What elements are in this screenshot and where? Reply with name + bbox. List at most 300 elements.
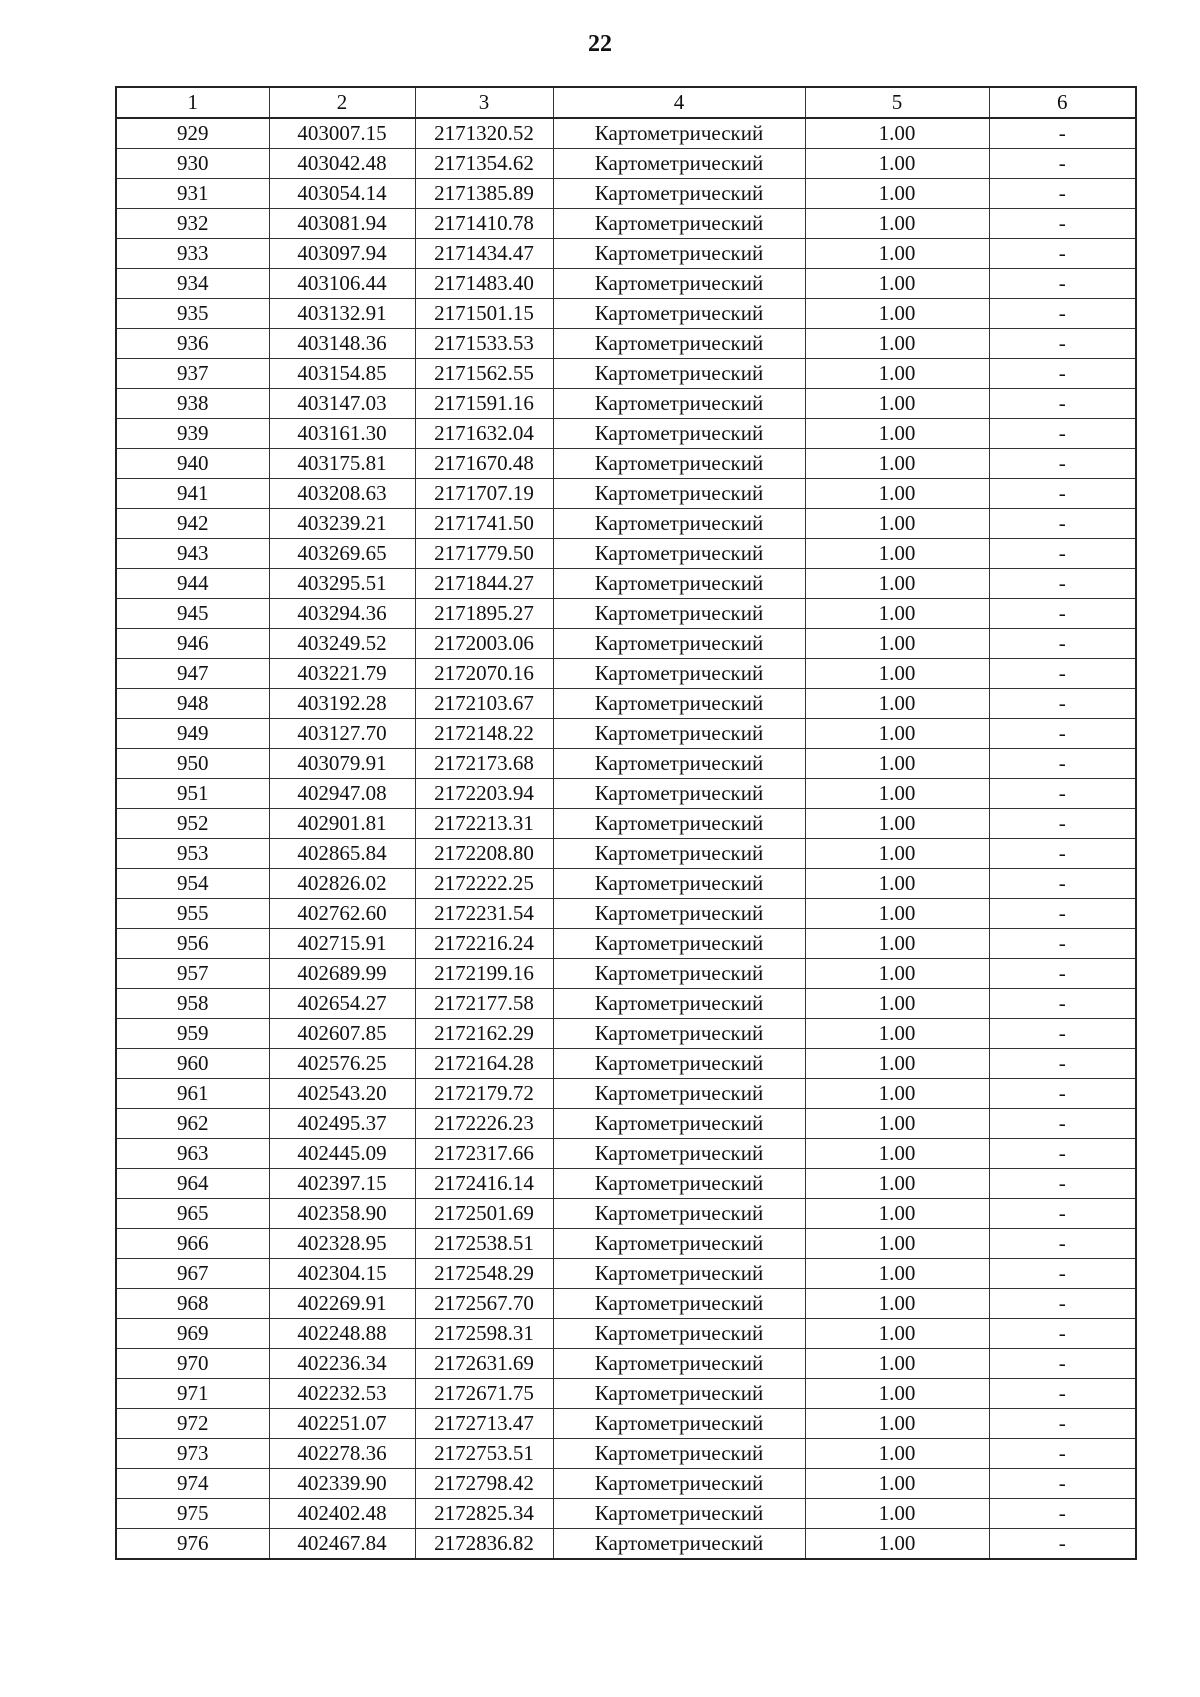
header-cell-2: 2 bbox=[269, 87, 415, 118]
y-coordinate-cell: 2172199.16 bbox=[415, 959, 553, 989]
x-coordinate-cell: 403054.14 bbox=[269, 179, 415, 209]
accuracy-cell: 1.00 bbox=[805, 209, 989, 239]
table-row bbox=[116, 1289, 1136, 1319]
method-cell: Картометрический bbox=[553, 659, 805, 689]
note-cell: - bbox=[989, 959, 1136, 989]
method-cell: Картометрический bbox=[553, 959, 805, 989]
note-cell: - bbox=[989, 689, 1136, 719]
method-cell: Картометрический bbox=[553, 479, 805, 509]
accuracy-cell: 1.00 bbox=[805, 389, 989, 419]
method-cell: Картометрический bbox=[553, 1109, 805, 1139]
method-cell: Картометрический bbox=[553, 1379, 805, 1409]
table-row bbox=[116, 1229, 1136, 1259]
point-number-cell: 934 bbox=[116, 269, 269, 299]
y-coordinate-cell: 2171895.27 bbox=[415, 599, 553, 629]
table-row bbox=[116, 869, 1136, 899]
y-coordinate-cell: 2171707.19 bbox=[415, 479, 553, 509]
x-coordinate-cell: 403081.94 bbox=[269, 209, 415, 239]
x-coordinate-cell: 403042.48 bbox=[269, 149, 415, 179]
table-row bbox=[116, 539, 1136, 569]
method-cell: Картометрический bbox=[553, 1529, 805, 1560]
table-row bbox=[116, 389, 1136, 419]
accuracy-cell: 1.00 bbox=[805, 239, 989, 269]
note-cell: - bbox=[989, 659, 1136, 689]
table-row bbox=[116, 1439, 1136, 1469]
method-cell: Картометрический bbox=[553, 1409, 805, 1439]
note-cell: - bbox=[989, 179, 1136, 209]
y-coordinate-cell: 2172317.66 bbox=[415, 1139, 553, 1169]
x-coordinate-cell: 402689.99 bbox=[269, 959, 415, 989]
point-number-cell: 958 bbox=[116, 989, 269, 1019]
note-cell: - bbox=[989, 1469, 1136, 1499]
point-number-cell: 944 bbox=[116, 569, 269, 599]
method-cell: Картометрический bbox=[553, 689, 805, 719]
accuracy-cell: 1.00 bbox=[805, 569, 989, 599]
x-coordinate-cell: 403154.85 bbox=[269, 359, 415, 389]
accuracy-cell: 1.00 bbox=[805, 1469, 989, 1499]
note-cell: - bbox=[989, 1229, 1136, 1259]
point-number-cell: 930 bbox=[116, 149, 269, 179]
note-cell: - bbox=[989, 1409, 1136, 1439]
table-row bbox=[116, 1079, 1136, 1109]
note-cell: - bbox=[989, 1019, 1136, 1049]
point-number-cell: 933 bbox=[116, 239, 269, 269]
method-cell: Картометрический bbox=[553, 929, 805, 959]
point-number-cell: 936 bbox=[116, 329, 269, 359]
note-cell: - bbox=[989, 118, 1136, 149]
accuracy-cell: 1.00 bbox=[805, 1169, 989, 1199]
method-cell: Картометрический bbox=[553, 809, 805, 839]
point-number-cell: 974 bbox=[116, 1469, 269, 1499]
y-coordinate-cell: 2172203.94 bbox=[415, 779, 553, 809]
header-cell-4: 4 bbox=[553, 87, 805, 118]
note-cell: - bbox=[989, 1529, 1136, 1560]
table-row bbox=[116, 209, 1136, 239]
accuracy-cell: 1.00 bbox=[805, 1379, 989, 1409]
y-coordinate-cell: 2171434.47 bbox=[415, 239, 553, 269]
method-cell: Картометрический bbox=[553, 1019, 805, 1049]
x-coordinate-cell: 403147.03 bbox=[269, 389, 415, 419]
note-cell: - bbox=[989, 809, 1136, 839]
x-coordinate-cell: 403132.91 bbox=[269, 299, 415, 329]
method-cell: Картометрический bbox=[553, 1049, 805, 1079]
y-coordinate-cell: 2172162.29 bbox=[415, 1019, 553, 1049]
table-row bbox=[116, 1349, 1136, 1379]
y-coordinate-cell: 2172671.75 bbox=[415, 1379, 553, 1409]
table-row bbox=[116, 1139, 1136, 1169]
y-coordinate-cell: 2172631.69 bbox=[415, 1349, 553, 1379]
note-cell: - bbox=[989, 1259, 1136, 1289]
table-row bbox=[116, 1409, 1136, 1439]
table-row bbox=[116, 509, 1136, 539]
method-cell: Картометрический bbox=[553, 719, 805, 749]
note-cell: - bbox=[989, 1139, 1136, 1169]
table-row bbox=[116, 359, 1136, 389]
y-coordinate-cell: 2171779.50 bbox=[415, 539, 553, 569]
x-coordinate-cell: 402947.08 bbox=[269, 779, 415, 809]
point-number-cell: 950 bbox=[116, 749, 269, 779]
x-coordinate-cell: 402495.37 bbox=[269, 1109, 415, 1139]
x-coordinate-cell: 402251.07 bbox=[269, 1409, 415, 1439]
y-coordinate-cell: 2172177.58 bbox=[415, 989, 553, 1019]
point-number-cell: 971 bbox=[116, 1379, 269, 1409]
table-row bbox=[116, 1469, 1136, 1499]
table-row bbox=[116, 419, 1136, 449]
note-cell: - bbox=[989, 719, 1136, 749]
point-number-cell: 967 bbox=[116, 1259, 269, 1289]
accuracy-cell: 1.00 bbox=[805, 689, 989, 719]
x-coordinate-cell: 403148.36 bbox=[269, 329, 415, 359]
page-number: 22 bbox=[588, 31, 612, 57]
note-cell: - bbox=[989, 1079, 1136, 1109]
accuracy-cell: 1.00 bbox=[805, 118, 989, 149]
accuracy-cell: 1.00 bbox=[805, 1499, 989, 1529]
accuracy-cell: 1.00 bbox=[805, 479, 989, 509]
x-coordinate-cell: 402654.27 bbox=[269, 989, 415, 1019]
y-coordinate-cell: 2172216.24 bbox=[415, 929, 553, 959]
note-cell: - bbox=[989, 329, 1136, 359]
x-coordinate-cell: 402236.34 bbox=[269, 1349, 415, 1379]
x-coordinate-cell: 402232.53 bbox=[269, 1379, 415, 1409]
x-coordinate-cell: 403007.15 bbox=[269, 118, 415, 149]
point-number-cell: 970 bbox=[116, 1349, 269, 1379]
table-row bbox=[116, 1379, 1136, 1409]
accuracy-cell: 1.00 bbox=[805, 599, 989, 629]
accuracy-cell: 1.00 bbox=[805, 509, 989, 539]
table-row bbox=[116, 1319, 1136, 1349]
method-cell: Картометрический bbox=[553, 839, 805, 869]
accuracy-cell: 1.00 bbox=[805, 359, 989, 389]
method-cell: Картометрический bbox=[553, 629, 805, 659]
table-row bbox=[116, 899, 1136, 929]
method-cell: Картометрический bbox=[553, 329, 805, 359]
accuracy-cell: 1.00 bbox=[805, 1049, 989, 1079]
point-number-cell: 960 bbox=[116, 1049, 269, 1079]
table-header bbox=[116, 87, 1136, 118]
note-cell: - bbox=[989, 509, 1136, 539]
x-coordinate-cell: 402543.20 bbox=[269, 1079, 415, 1109]
method-cell: Картометрический bbox=[553, 1469, 805, 1499]
accuracy-cell: 1.00 bbox=[805, 1319, 989, 1349]
y-coordinate-cell: 2172548.29 bbox=[415, 1259, 553, 1289]
note-cell: - bbox=[989, 599, 1136, 629]
note-cell: - bbox=[989, 569, 1136, 599]
y-coordinate-cell: 2171385.89 bbox=[415, 179, 553, 209]
note-cell: - bbox=[989, 1109, 1136, 1139]
accuracy-cell: 1.00 bbox=[805, 1349, 989, 1379]
y-coordinate-cell: 2172713.47 bbox=[415, 1409, 553, 1439]
x-coordinate-cell: 403097.94 bbox=[269, 239, 415, 269]
note-cell: - bbox=[989, 359, 1136, 389]
x-coordinate-cell: 402304.15 bbox=[269, 1259, 415, 1289]
table-row bbox=[116, 809, 1136, 839]
y-coordinate-cell: 2171632.04 bbox=[415, 419, 553, 449]
point-number-cell: 935 bbox=[116, 299, 269, 329]
accuracy-cell: 1.00 bbox=[805, 869, 989, 899]
accuracy-cell: 1.00 bbox=[805, 419, 989, 449]
table-row bbox=[116, 449, 1136, 479]
method-cell: Картометрический bbox=[553, 599, 805, 629]
table-row bbox=[116, 1019, 1136, 1049]
point-number-cell: 961 bbox=[116, 1079, 269, 1109]
note-cell: - bbox=[989, 929, 1136, 959]
table-row bbox=[116, 299, 1136, 329]
table-row bbox=[116, 629, 1136, 659]
x-coordinate-cell: 403192.28 bbox=[269, 689, 415, 719]
point-number-cell: 939 bbox=[116, 419, 269, 449]
table-row bbox=[116, 1049, 1136, 1079]
y-coordinate-cell: 2171844.27 bbox=[415, 569, 553, 599]
table-row bbox=[116, 1259, 1136, 1289]
table-row bbox=[116, 659, 1136, 689]
table-row bbox=[116, 329, 1136, 359]
point-number-cell: 929 bbox=[116, 118, 269, 149]
accuracy-cell: 1.00 bbox=[805, 1229, 989, 1259]
x-coordinate-cell: 402358.90 bbox=[269, 1199, 415, 1229]
table-row bbox=[116, 1199, 1136, 1229]
note-cell: - bbox=[989, 989, 1136, 1019]
point-number-cell: 948 bbox=[116, 689, 269, 719]
table-row bbox=[116, 569, 1136, 599]
method-cell: Картометрический bbox=[553, 539, 805, 569]
note-cell: - bbox=[989, 1319, 1136, 1349]
y-coordinate-cell: 2172598.31 bbox=[415, 1319, 553, 1349]
accuracy-cell: 1.00 bbox=[805, 749, 989, 779]
table-row bbox=[116, 239, 1136, 269]
y-coordinate-cell: 2172222.25 bbox=[415, 869, 553, 899]
y-coordinate-cell: 2172567.70 bbox=[415, 1289, 553, 1319]
x-coordinate-cell: 402607.85 bbox=[269, 1019, 415, 1049]
method-cell: Картометрический bbox=[553, 299, 805, 329]
point-number-cell: 968 bbox=[116, 1289, 269, 1319]
accuracy-cell: 1.00 bbox=[805, 1139, 989, 1169]
point-number-cell: 931 bbox=[116, 179, 269, 209]
method-cell: Картометрический bbox=[553, 239, 805, 269]
y-coordinate-cell: 2172825.34 bbox=[415, 1499, 553, 1529]
method-cell: Картометрический bbox=[553, 1139, 805, 1169]
table-row bbox=[116, 269, 1136, 299]
x-coordinate-cell: 402901.81 bbox=[269, 809, 415, 839]
x-coordinate-cell: 403249.52 bbox=[269, 629, 415, 659]
x-coordinate-cell: 402576.25 bbox=[269, 1049, 415, 1079]
x-coordinate-cell: 402328.95 bbox=[269, 1229, 415, 1259]
y-coordinate-cell: 2171410.78 bbox=[415, 209, 553, 239]
x-coordinate-cell: 402445.09 bbox=[269, 1139, 415, 1169]
x-coordinate-cell: 403106.44 bbox=[269, 269, 415, 299]
point-number-cell: 973 bbox=[116, 1439, 269, 1469]
method-cell: Картометрический bbox=[553, 1499, 805, 1529]
method-cell: Картометрический bbox=[553, 389, 805, 419]
accuracy-cell: 1.00 bbox=[805, 1109, 989, 1139]
method-cell: Картометрический bbox=[553, 359, 805, 389]
accuracy-cell: 1.00 bbox=[805, 149, 989, 179]
point-number-cell: 946 bbox=[116, 629, 269, 659]
x-coordinate-cell: 402339.90 bbox=[269, 1469, 415, 1499]
y-coordinate-cell: 2172213.31 bbox=[415, 809, 553, 839]
accuracy-cell: 1.00 bbox=[805, 299, 989, 329]
y-coordinate-cell: 2172164.28 bbox=[415, 1049, 553, 1079]
accuracy-cell: 1.00 bbox=[805, 1529, 989, 1560]
x-coordinate-cell: 403161.30 bbox=[269, 419, 415, 449]
method-cell: Картометрический bbox=[553, 569, 805, 599]
accuracy-cell: 1.00 bbox=[805, 719, 989, 749]
accuracy-cell: 1.00 bbox=[805, 899, 989, 929]
y-coordinate-cell: 2171501.15 bbox=[415, 299, 553, 329]
table-row bbox=[116, 779, 1136, 809]
x-coordinate-cell: 403221.79 bbox=[269, 659, 415, 689]
y-coordinate-cell: 2172179.72 bbox=[415, 1079, 553, 1109]
table-row bbox=[116, 839, 1136, 869]
note-cell: - bbox=[989, 299, 1136, 329]
x-coordinate-cell: 403208.63 bbox=[269, 479, 415, 509]
method-cell: Картометрический bbox=[553, 1259, 805, 1289]
x-coordinate-cell: 402762.60 bbox=[269, 899, 415, 929]
note-cell: - bbox=[989, 269, 1136, 299]
note-cell: - bbox=[989, 1199, 1136, 1229]
point-number-cell: 953 bbox=[116, 839, 269, 869]
note-cell: - bbox=[989, 869, 1136, 899]
method-cell: Картометрический bbox=[553, 179, 805, 209]
x-coordinate-cell: 403295.51 bbox=[269, 569, 415, 599]
y-coordinate-cell: 2172003.06 bbox=[415, 629, 553, 659]
table-row bbox=[116, 1109, 1136, 1139]
method-cell: Картометрический bbox=[553, 1169, 805, 1199]
point-number-cell: 956 bbox=[116, 929, 269, 959]
x-coordinate-cell: 402397.15 bbox=[269, 1169, 415, 1199]
header-cell-1: 1 bbox=[116, 87, 269, 118]
x-coordinate-cell: 402715.91 bbox=[269, 929, 415, 959]
accuracy-cell: 1.00 bbox=[805, 659, 989, 689]
method-cell: Картометрический bbox=[553, 1199, 805, 1229]
note-cell: - bbox=[989, 1439, 1136, 1469]
y-coordinate-cell: 2171670.48 bbox=[415, 449, 553, 479]
method-cell: Картометрический bbox=[553, 989, 805, 1019]
method-cell: Картометрический bbox=[553, 1319, 805, 1349]
table-row bbox=[116, 1169, 1136, 1199]
table-row bbox=[116, 959, 1136, 989]
y-coordinate-cell: 2172226.23 bbox=[415, 1109, 553, 1139]
accuracy-cell: 1.00 bbox=[805, 539, 989, 569]
y-coordinate-cell: 2172231.54 bbox=[415, 899, 553, 929]
table-row bbox=[116, 929, 1136, 959]
x-coordinate-cell: 402402.48 bbox=[269, 1499, 415, 1529]
x-coordinate-cell: 403079.91 bbox=[269, 749, 415, 779]
table-row bbox=[116, 149, 1136, 179]
point-number-cell: 941 bbox=[116, 479, 269, 509]
note-cell: - bbox=[989, 389, 1136, 419]
method-cell: Картометрический bbox=[553, 1289, 805, 1319]
accuracy-cell: 1.00 bbox=[805, 179, 989, 209]
point-number-cell: 932 bbox=[116, 209, 269, 239]
note-cell: - bbox=[989, 779, 1136, 809]
y-coordinate-cell: 2171483.40 bbox=[415, 269, 553, 299]
y-coordinate-cell: 2171533.53 bbox=[415, 329, 553, 359]
table-row bbox=[116, 118, 1136, 149]
point-number-cell: 969 bbox=[116, 1319, 269, 1349]
note-cell: - bbox=[989, 479, 1136, 509]
header-cell-6: 6 bbox=[989, 87, 1136, 118]
accuracy-cell: 1.00 bbox=[805, 1079, 989, 1109]
method-cell: Картометрический bbox=[553, 1229, 805, 1259]
y-coordinate-cell: 2171741.50 bbox=[415, 509, 553, 539]
header-row bbox=[116, 87, 1136, 118]
y-coordinate-cell: 2172836.82 bbox=[415, 1529, 553, 1560]
note-cell: - bbox=[989, 899, 1136, 929]
table-row bbox=[116, 479, 1136, 509]
accuracy-cell: 1.00 bbox=[805, 629, 989, 659]
y-coordinate-cell: 2172148.22 bbox=[415, 719, 553, 749]
y-coordinate-cell: 2172798.42 bbox=[415, 1469, 553, 1499]
method-cell: Картометрический bbox=[553, 1079, 805, 1109]
table-row bbox=[116, 749, 1136, 779]
note-cell: - bbox=[989, 419, 1136, 449]
y-coordinate-cell: 2172416.14 bbox=[415, 1169, 553, 1199]
method-cell: Картометрический bbox=[553, 419, 805, 449]
point-number-cell: 942 bbox=[116, 509, 269, 539]
point-number-cell: 975 bbox=[116, 1499, 269, 1529]
accuracy-cell: 1.00 bbox=[805, 1259, 989, 1289]
note-cell: - bbox=[989, 629, 1136, 659]
x-coordinate-cell: 402826.02 bbox=[269, 869, 415, 899]
accuracy-cell: 1.00 bbox=[805, 1199, 989, 1229]
note-cell: - bbox=[989, 209, 1136, 239]
point-number-cell: 959 bbox=[116, 1019, 269, 1049]
table-row bbox=[116, 689, 1136, 719]
point-number-cell: 964 bbox=[116, 1169, 269, 1199]
accuracy-cell: 1.00 bbox=[805, 449, 989, 479]
y-coordinate-cell: 2171354.62 bbox=[415, 149, 553, 179]
x-coordinate-cell: 402248.88 bbox=[269, 1319, 415, 1349]
y-coordinate-cell: 2172103.67 bbox=[415, 689, 553, 719]
table-row bbox=[116, 989, 1136, 1019]
point-number-cell: 940 bbox=[116, 449, 269, 479]
note-cell: - bbox=[989, 1349, 1136, 1379]
point-number-cell: 952 bbox=[116, 809, 269, 839]
x-coordinate-cell: 403239.21 bbox=[269, 509, 415, 539]
header-cell-5: 5 bbox=[805, 87, 989, 118]
header-cell-3: 3 bbox=[415, 87, 553, 118]
accuracy-cell: 1.00 bbox=[805, 959, 989, 989]
point-number-cell: 962 bbox=[116, 1109, 269, 1139]
note-cell: - bbox=[989, 1379, 1136, 1409]
accuracy-cell: 1.00 bbox=[805, 929, 989, 959]
note-cell: - bbox=[989, 749, 1136, 779]
accuracy-cell: 1.00 bbox=[805, 1409, 989, 1439]
point-number-cell: 951 bbox=[116, 779, 269, 809]
method-cell: Картометрический bbox=[553, 749, 805, 779]
method-cell: Картометрический bbox=[553, 118, 805, 149]
accuracy-cell: 1.00 bbox=[805, 1019, 989, 1049]
y-coordinate-cell: 2171562.55 bbox=[415, 359, 553, 389]
point-number-cell: 947 bbox=[116, 659, 269, 689]
accuracy-cell: 1.00 bbox=[805, 1289, 989, 1319]
method-cell: Картометрический bbox=[553, 209, 805, 239]
accuracy-cell: 1.00 bbox=[805, 329, 989, 359]
method-cell: Картометрический bbox=[553, 509, 805, 539]
note-cell: - bbox=[989, 1499, 1136, 1529]
x-coordinate-cell: 403127.70 bbox=[269, 719, 415, 749]
accuracy-cell: 1.00 bbox=[805, 839, 989, 869]
x-coordinate-cell: 402467.84 bbox=[269, 1529, 415, 1560]
y-coordinate-cell: 2172501.69 bbox=[415, 1199, 553, 1229]
note-cell: - bbox=[989, 1289, 1136, 1319]
y-coordinate-cell: 2171320.52 bbox=[415, 118, 553, 149]
y-coordinate-cell: 2172538.51 bbox=[415, 1229, 553, 1259]
method-cell: Картометрический bbox=[553, 1439, 805, 1469]
point-number-cell: 937 bbox=[116, 359, 269, 389]
point-number-cell: 955 bbox=[116, 899, 269, 929]
note-cell: - bbox=[989, 1049, 1136, 1079]
